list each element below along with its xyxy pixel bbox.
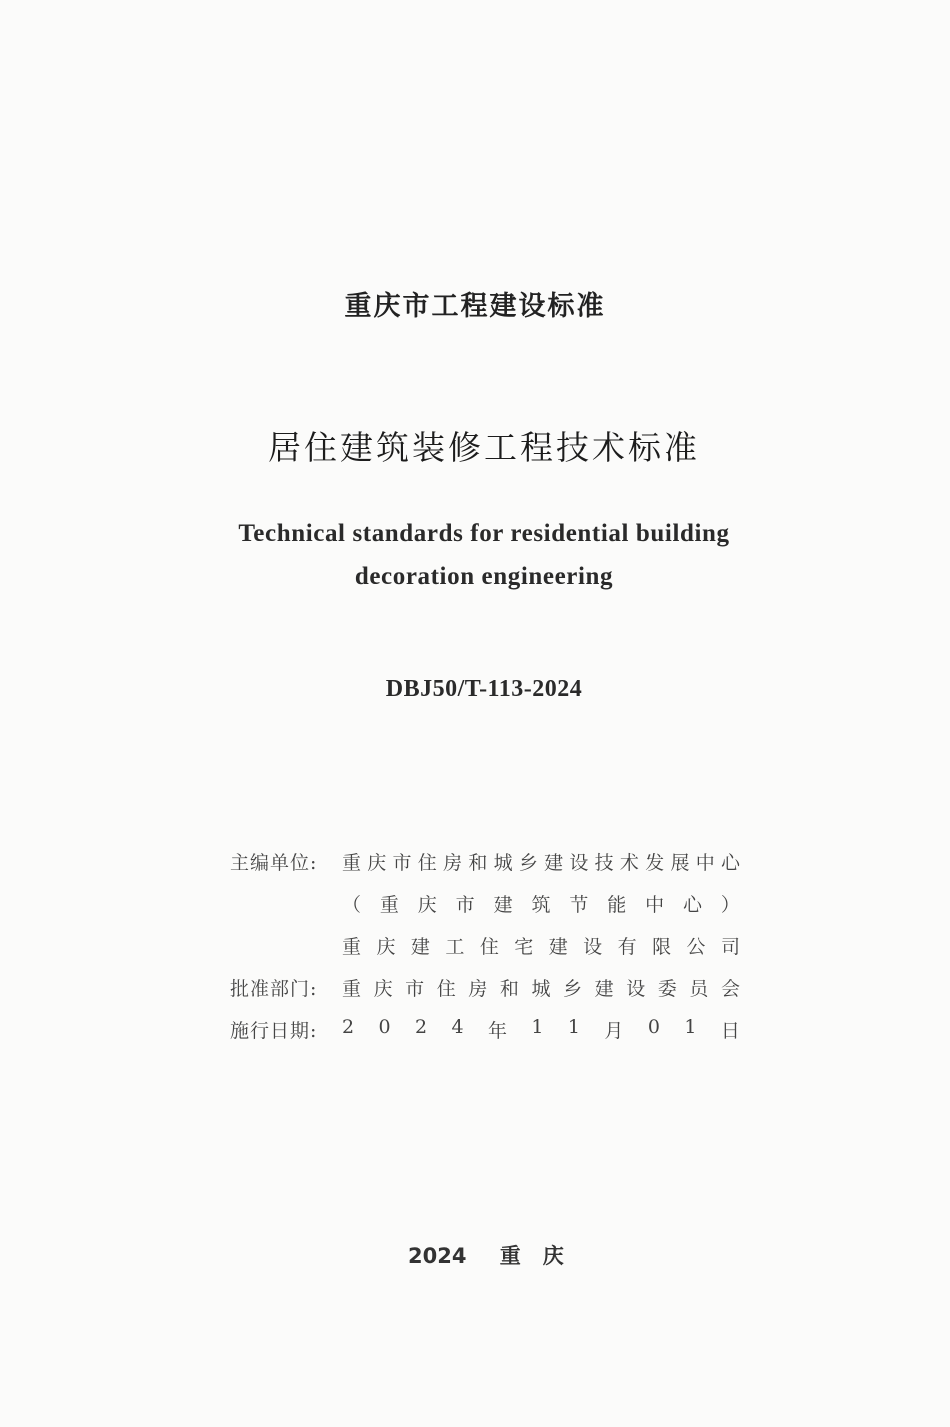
title-english [0,512,950,598]
editor-value-line1: 重庆市住房和城乡建设技术发展中心 [342,851,740,874]
publication-footer [408,1240,586,1270]
editor-value-line2: （ 重 庆 市 建 筑 节 能 中 心 ） [342,893,740,916]
editor-row-3 [230,924,740,966]
series-title: 重庆市工程建设标准 [344,291,606,322]
approver-value: 重 庆 市 住 房 和 城 乡 建 设 委 员 会 [342,977,740,1000]
effective-date-value: 2 0 2 4 年 1 1 月 0 1 日 [342,1015,740,1042]
footer-city: 重庆 [499,1244,586,1268]
title-chinese: 居住建筑装修工程技术标准 [268,428,700,467]
publication-info [230,840,740,1050]
title-english-line1: Technical standards for residential building [238,520,730,547]
editor-row-2 [230,882,740,924]
footer-year: 2024 [408,1244,467,1268]
editor-value-line3: 重 庆 建 工 住 宅 建 设 有 限 公 司 [342,935,740,958]
effective-date-label: 施行日期: [230,1019,318,1042]
effective-date-row [230,1008,740,1050]
editor-label: 主编单位: [230,851,318,874]
approver-row [230,966,740,1008]
editor-row [230,840,740,882]
title-english-line2: decoration engineering [354,563,614,590]
approver-label: 批准部门: [230,977,318,1000]
standard-code: DBJ50/T-113-2024 [385,676,583,702]
